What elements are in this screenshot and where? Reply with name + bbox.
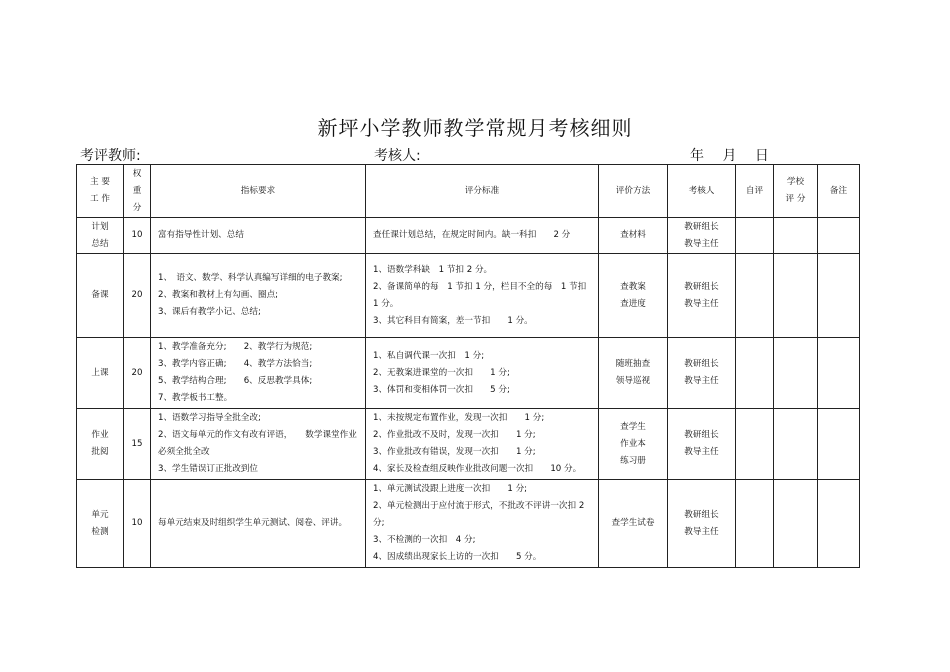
cell-self-eval[interactable] [736,480,774,568]
cell-school-score[interactable] [774,218,818,254]
cell-requirements: 1、 语文、数学、科学认真编写详细的电子教案; 2、教案和教材上有勾画、圈点; 3、课后有教学小记、总结; [151,254,366,338]
header-assessor: 考核人 [668,165,736,218]
cell-method: 查材料 [599,218,668,254]
header-self-eval: 自评 [736,165,774,218]
cell-remarks[interactable] [818,254,860,338]
cell-self-eval[interactable] [736,338,774,409]
cell-criteria: 1、未按规定布置作业，发现一次扣 1 分; 2、作业批改不及时，发现一次扣 1 分; 3、作业批改有错误，发现一次扣 1 分; 4、家长及检查组反映作业批改问题一次扣 10 分。 [366,409,599,480]
table-row [77,409,860,480]
cell-requirements: 1、教学准备充分; 2、教学行为规范; 3、教学内容正确; 4、教学方法恰当; 5、教学结构合理; 6、反思教学具体; 7、教学板书工整。 [151,338,366,409]
cell-school-score[interactable] [774,409,818,480]
cell-assessor: 教研组长 教导主任 [668,218,736,254]
cell-assessor: 教研组长 教导主任 [668,254,736,338]
cell-remarks[interactable] [818,338,860,409]
cell-weight: 20 [124,254,151,338]
table-row [77,218,860,254]
header-school-score: 学校 评 分 [774,165,818,218]
header-requirements: 指标要求 [151,165,366,218]
cell-weight: 20 [124,338,151,409]
header-weight: 权 重 分 [124,165,151,218]
cell-self-eval[interactable] [736,409,774,480]
cell-weight: 10 [124,480,151,568]
cell-school-score[interactable] [774,254,818,338]
cell-criteria: 1、私自调代课一次扣 1 分; 2、无教案进课堂的一次扣 1 分; 3、体罚和变相体罚一次扣 5 分; [366,338,599,409]
cell-work: 单元 检测 [77,480,124,568]
header-main-work: 主 要 工 作 [77,165,124,218]
evaluated-teacher-label: 考评教师: [80,148,141,164]
header-criteria: 评分标准 [366,165,599,218]
cell-self-eval[interactable] [736,218,774,254]
cell-requirements: 1、语数学习指导全批全改; 2、语文每单元的作文有改有评语， 数学课堂作业必须全批全改 3、学生错误订正批改到位 [151,409,366,480]
cell-method: 查学生 作业本 练习册 [599,409,668,480]
cell-criteria: 1、单元测试没跟上进度一次扣 1 分; 2、单元检测出于应付流于形式，不批改不评讲一次扣 2 分; 3、不检测的一次扣 4 分; 4、因成绩出现家长上访的一次扣 5 分。 [366,480,599,568]
cell-work: 上课 [77,338,124,409]
cell-remarks[interactable] [818,480,860,568]
cell-method: 查教案 查进度 [599,254,668,338]
table-row [77,480,860,568]
cell-method: 查学生试卷 [599,480,668,568]
cell-method: 随班抽查 领导巡视 [599,338,668,409]
cell-school-score[interactable] [774,480,818,568]
cell-requirements: 每单元结束及时组织学生单元测试、阅卷、评讲。 [151,480,366,568]
cell-assessor: 教研组长 教导主任 [668,338,736,409]
cell-work: 作业 批阅 [77,409,124,480]
table-row [77,254,860,338]
page-title: 新坪小学教师教学常规月考核细则 [317,116,633,140]
header-remarks: 备注 [818,165,860,218]
cell-school-score[interactable] [774,338,818,409]
cell-self-eval[interactable] [736,254,774,338]
assessor-label: 考核人: [374,148,421,164]
header-method: 评价方法 [599,165,668,218]
date-label: 年 月 日 [690,148,769,164]
cell-assessor: 教研组长 教导主任 [668,409,736,480]
assessment-table [76,164,860,568]
cell-remarks[interactable] [818,218,860,254]
cell-assessor: 教研组长 教导主任 [668,480,736,568]
cell-remarks[interactable] [818,409,860,480]
cell-work: 备课 [77,254,124,338]
cell-criteria: 1、语数学科缺 1 节扣 2 分。 2、备课简单的每 1 节扣 1 分，栏目不全的每 1 节扣 1 分。 3、其它科目有简案，差一节扣 1 分。 [366,254,599,338]
cell-criteria: 查任课计划总结，在规定时间内。缺一科扣 2 分 [366,218,599,254]
table-header-row [77,165,860,218]
table-row [77,338,860,409]
cell-weight: 10 [124,218,151,254]
cell-weight: 15 [124,409,151,480]
cell-work: 计划 总结 [77,218,124,254]
cell-requirements: 富有指导性计划、总结 [151,218,366,254]
